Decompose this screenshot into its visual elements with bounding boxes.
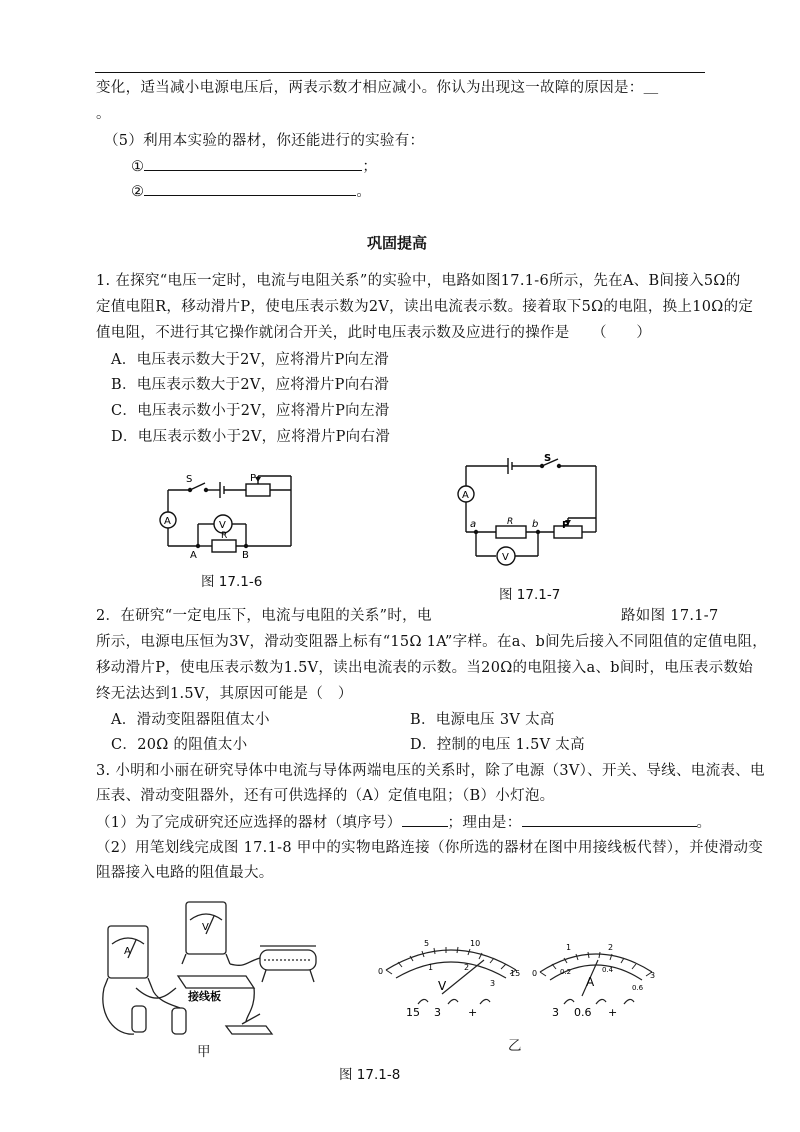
semicolon: ； — [362, 159, 378, 175]
header-rule — [95, 72, 705, 73]
q2-line-1b: 路如图 17.1-7 — [621, 608, 719, 624]
q1-line-1: 1. 在探究“电压一定时，电流与电阻关系”的实验中，电路如图17.1-6所示，先在A、B间接入5Ω的 — [96, 273, 741, 289]
section-title: 巩固提高 — [367, 234, 428, 252]
node-b-label-7: b — [532, 519, 539, 530]
switch-label: S — [186, 474, 193, 485]
continuation-line-1: 变化，适当减小电源电压后，两表示数才相应减小。你认为出现这一故障的原因是：＿ — [96, 80, 659, 96]
v-scale-1: 1 — [428, 963, 434, 972]
slider-label: P — [250, 473, 257, 484]
resistor-label-7: R — [507, 517, 514, 527]
answer-line-1 — [131, 156, 377, 177]
sub-label-yi: 乙 — [508, 1038, 522, 1054]
period: 。 — [356, 184, 372, 200]
q3-sub-1-reason: ；理由是： — [447, 815, 522, 831]
a-scale-1: 1 — [566, 943, 572, 952]
q2-line-1a: 2．在研究“一定电压下，电流与电阻的关系”时，电 — [96, 608, 432, 624]
q3-sub-1-text: （1）为了完成研究还应选择的器材（填序号） — [96, 815, 402, 831]
figure-caption-17-1-7: 图 17.1-7 — [499, 587, 561, 603]
q3-sub-1-end: 。 — [696, 815, 712, 831]
v-scale-15: 15 — [510, 969, 521, 978]
q1-option-b[interactable]: B．电压表示数大于2V，应将滑片P向右滑 — [111, 377, 390, 393]
node-a-label: A — [190, 550, 197, 560]
apparatus-drawing-jia — [96, 896, 336, 1056]
answer-blank-reason[interactable] — [522, 812, 697, 827]
a-dial-symbol: A — [586, 975, 595, 989]
q2-option-a[interactable]: A．滑动变阻器阻值太小 — [111, 712, 270, 728]
q2-line-4: 终无法达到1.5V，其原因可能是（ ） — [96, 686, 353, 702]
blank-field-2[interactable] — [144, 181, 356, 196]
v-scale-5: 5 — [424, 939, 430, 948]
answer-blank-equipment[interactable] — [402, 812, 448, 827]
a-scale-0: 0 — [532, 969, 538, 978]
slider-label-7: P — [562, 520, 570, 531]
figure-caption-17-1-8: 图 17.1-8 — [339, 1067, 401, 1083]
q2-option-b[interactable]: B．电源电压 3V 太高 — [410, 712, 555, 728]
q3-line-1: 3. 小明和小丽在研究导体中电流与导体两端电压的关系时，除了电源（3V）、开关、导线、电流表、电 — [96, 763, 765, 779]
v-terminal-3: 3 — [434, 1006, 441, 1019]
ammeter-label-7: A — [462, 490, 469, 501]
question-5: （5）利用本实验的器材，你还能进行的实验有： — [104, 133, 425, 149]
q1-option-c[interactable]: C．电压表示数小于2V，应将滑片P向左滑 — [111, 403, 390, 419]
node-a-label-7: a — [470, 519, 477, 530]
a-scale-06: 0.6 — [632, 984, 644, 992]
a-scale-3: 3 — [650, 971, 656, 980]
a-scale-2: 2 — [608, 943, 614, 952]
q3-sub-1 — [96, 812, 711, 833]
a-terminal-06: 0.6 — [574, 1006, 592, 1019]
q2-line-3: 移动滑片P，使电压表示数为1.5V，读出电流表的示数。当20Ω的电阻接入a、b间时，电压表示数始 — [96, 660, 754, 676]
circuit-diagram-17-1-6 — [150, 468, 310, 560]
ammeter-dial — [532, 938, 662, 1022]
ammeter-label: A — [164, 516, 171, 527]
switch-label-7: S — [544, 453, 552, 464]
q1-option-d[interactable]: D．电压表示数小于2V，应将滑片P向右滑 — [111, 429, 391, 445]
ammeter-symbol: A — [124, 946, 131, 957]
voltmeter-label: V — [219, 520, 226, 531]
circle-one: ① — [131, 159, 145, 175]
a-scale-04: 0.4 — [602, 966, 614, 974]
v-scale-3: 3 — [490, 979, 496, 988]
v-scale-0: 0 — [378, 967, 384, 976]
continuation-line-2: 。 — [96, 106, 111, 122]
blank-field-1[interactable] — [144, 156, 362, 171]
q3-sub-2-line-2: 阻器接入电路的阻值最大。 — [96, 865, 274, 881]
v-terminal-15: 15 — [406, 1006, 420, 1019]
v-dial-symbol: V — [438, 979, 447, 993]
q1-option-a[interactable]: A．电压表示数大于2V，应将滑片P向左滑 — [111, 352, 389, 368]
answer-line-2 — [131, 181, 371, 202]
v-scale-2: 2 — [464, 963, 470, 972]
q3-sub-2-line-1: （2）用笔划线完成图 17.1-8 甲中的实物电路连接（你所选的器材在图中用接线板代替），并使滑动变 — [96, 840, 764, 856]
q2-option-c[interactable]: C．20Ω 的阻值太小 — [111, 737, 248, 753]
voltmeter-dial — [376, 932, 526, 1022]
voltmeter-symbol: V — [202, 922, 209, 933]
circle-two: ② — [131, 184, 145, 200]
q3-line-2: 压表、滑动变阻器外，还有可供选择的（A）定值电阻；（B）小灯泡。 — [96, 788, 555, 804]
resistor-label: R — [221, 531, 228, 541]
v-scale-10: 10 — [470, 939, 481, 948]
q1-line-3: 值电阻，不进行其它操作就闭合开关，此时电压表示数及应进行的操作是 （ ） — [96, 325, 652, 341]
sub-label-jia: 甲 — [197, 1044, 211, 1060]
voltmeter-label-7: V — [502, 552, 509, 563]
board-label: 接线板 — [188, 990, 221, 1003]
q2-line-2: 所示，电源电压恒为3V，滑动变阻器上标有“15Ω 1A”字样。在a、b间先后接入不同阻值的定值电阻， — [96, 634, 768, 650]
a-terminal-plus: + — [608, 1006, 618, 1019]
v-terminal-plus: + — [468, 1006, 478, 1019]
q2-option-d[interactable]: D．控制的电压 1.5V 太高 — [410, 737, 585, 753]
circuit-diagram-17-1-7 — [446, 452, 606, 570]
a-terminal-3: 3 — [552, 1006, 559, 1019]
figure-caption-17-1-6: 图 17.1-6 — [201, 574, 263, 590]
node-b-label: B — [242, 550, 249, 560]
q1-line-2: 定值电阻R，移动滑片P，使电压表示数为2V，读出电流表示数。接着取下5Ω的电阻，换上10Ω的定 — [96, 299, 754, 315]
a-scale-02: 0.2 — [560, 968, 572, 976]
